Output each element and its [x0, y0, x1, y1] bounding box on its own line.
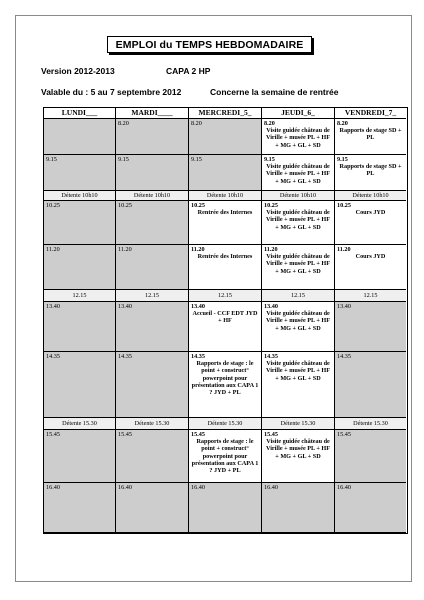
- slot-time: 14.35: [46, 353, 60, 360]
- pause-cell: Détente 10h10: [116, 191, 189, 201]
- pause-cell: Détente 10h10: [189, 191, 262, 201]
- slot-row: [44, 119, 407, 155]
- course-cell: [335, 119, 406, 155]
- course-text: Cours JYD: [355, 253, 386, 260]
- course-text: Visite guidée château de Virille + musée PL + HF + MG + GL + SD: [265, 438, 331, 460]
- slot-row: [44, 302, 407, 352]
- pause-cell: Détente 10h10: [335, 191, 406, 201]
- course-cell: [189, 201, 262, 245]
- empty-slot-cell: [116, 430, 189, 483]
- slot-time: 16.40: [118, 484, 132, 491]
- slot-row: [44, 483, 407, 533]
- validity-label: Valable du : 5 au 7 septembre 2012: [41, 87, 182, 97]
- course-cell: [262, 201, 335, 245]
- pause-cell: Détente 10h10: [44, 191, 116, 201]
- empty-slot-cell: [335, 430, 406, 483]
- course-text: Rentrée des Internes: [197, 253, 253, 260]
- slot-time: 14.35: [191, 353, 205, 360]
- course-text: Visite guidée château de Virille + musée PL + HF + MG + GL + SD: [265, 127, 331, 149]
- course-text: Rapports de stage : le point + construct° powerpoint pour présentation aux CAPA 1 ? JYD + PL: [191, 438, 259, 475]
- course-text: Accueil - CCF EDT JYD + HF: [192, 310, 258, 325]
- empty-slot-cell: [262, 483, 335, 533]
- day-header: JEUDI_6_: [262, 108, 335, 119]
- empty-slot-cell: [44, 352, 116, 418]
- concerns-label: Concerne la semaine de rentrée: [210, 87, 339, 97]
- slot-time: 9.15: [46, 156, 57, 163]
- pause-cell: Détente 10h10: [262, 191, 335, 201]
- course-text: Visite guidée château de Virille + musée PL + HF + MG + GL + SD: [265, 253, 331, 275]
- pause-cell: Détente 15.30: [116, 418, 189, 430]
- slot-time: 8.20: [264, 120, 275, 127]
- slot-time: 10.25: [264, 202, 278, 209]
- slot-time: 9.15: [337, 156, 348, 163]
- day-header-row: [44, 108, 407, 119]
- empty-slot-cell: [335, 302, 406, 352]
- empty-slot-cell: [116, 483, 189, 533]
- course-cell: [335, 155, 406, 191]
- slot-time: 9.15: [191, 156, 202, 163]
- slot-time: 10.25: [337, 202, 351, 209]
- day-header: MARDI____: [116, 108, 189, 119]
- pause-row: [44, 418, 407, 430]
- slot-time: 13.40: [191, 303, 205, 310]
- course-cell: [262, 119, 335, 155]
- slot-time: 8.20: [337, 120, 348, 127]
- pause-cell: Détente 15.30: [44, 418, 116, 430]
- version-label: Version 2012-2013: [41, 66, 115, 76]
- pause-row: [44, 290, 407, 302]
- class-label: CAPA 2 HP: [166, 66, 211, 76]
- slot-row: [44, 201, 407, 245]
- empty-slot-cell: [116, 245, 189, 290]
- slot-time: 13.40: [46, 303, 60, 310]
- course-text: Rapports de stage SD + PL: [339, 127, 402, 142]
- slot-time: 15.45: [337, 431, 351, 438]
- slot-time: 9.15: [264, 156, 275, 163]
- slot-time: 11.20: [264, 246, 278, 253]
- slot-time: 15.45: [118, 431, 132, 438]
- slot-time: 14.35: [337, 353, 351, 360]
- pause-cell: 12.15: [189, 290, 262, 302]
- empty-slot-cell: [44, 155, 116, 191]
- pause-cell: 12.15: [262, 290, 335, 302]
- course-text: Visite guidée château de Virille + musée PL + HF + MG + GL + SD: [265, 360, 331, 382]
- pause-row: [44, 191, 407, 201]
- course-cell: [262, 245, 335, 290]
- slot-time: 10.25: [191, 202, 205, 209]
- day-header: VENDREDI_7_: [335, 108, 406, 119]
- slot-time: 11.20: [46, 246, 60, 253]
- slot-time: 13.40: [264, 303, 278, 310]
- course-cell: [262, 302, 335, 352]
- course-cell: [189, 430, 262, 483]
- slot-time: 11.20: [118, 246, 132, 253]
- course-text: Visite guidée château de Virille + musée PL + HF + MG + GL + SD: [265, 209, 331, 231]
- empty-slot-cell: [116, 119, 189, 155]
- slot-time: 13.40: [337, 303, 351, 310]
- slot-time: 15.45: [46, 431, 60, 438]
- pause-cell: 12.15: [44, 290, 116, 302]
- slot-row: [44, 245, 407, 290]
- empty-slot-cell: [116, 352, 189, 418]
- course-text: Rapports de stage : le point + construct° powerpoint pour présentation aux CAPA 1 ? JYD + PL: [191, 360, 259, 397]
- course-cell: [262, 155, 335, 191]
- empty-slot-cell: [116, 302, 189, 352]
- slot-time: 11.20: [337, 246, 351, 253]
- course-text: Cours JYD: [355, 209, 386, 216]
- course-cell: [262, 430, 335, 483]
- timetable-grid: [43, 107, 408, 534]
- slot-row: [44, 352, 407, 418]
- course-cell: [189, 245, 262, 290]
- empty-slot-cell: [44, 201, 116, 245]
- pause-cell: Détente 15.30: [335, 418, 406, 430]
- slot-time: 8.20: [191, 120, 202, 127]
- course-cell: [335, 245, 406, 290]
- slot-time: 16.40: [191, 484, 205, 491]
- slot-row: [44, 430, 407, 483]
- course-text: Visite guidée château de Virille + musée PL + HF + MG + GL + SD: [265, 310, 331, 332]
- pause-cell: Détente 15.30: [262, 418, 335, 430]
- course-cell: [189, 302, 262, 352]
- pause-cell: Détente 15.30: [189, 418, 262, 430]
- empty-slot-cell: [335, 352, 406, 418]
- empty-slot-cell: [189, 119, 262, 155]
- slot-time: 10.25: [118, 202, 132, 209]
- day-header: LUNDI___: [44, 108, 116, 119]
- empty-slot-cell: [116, 155, 189, 191]
- slot-time: 8.20: [118, 120, 129, 127]
- pause-cell: 12.15: [116, 290, 189, 302]
- slot-time: 11.20: [191, 246, 205, 253]
- empty-slot-cell: [189, 483, 262, 533]
- empty-slot-cell: [189, 155, 262, 191]
- course-text: Visite guidée château de Virille + musée PL + HF + MG + GL + SD: [265, 163, 331, 185]
- slot-time: 9.15: [118, 156, 129, 163]
- empty-slot-cell: [44, 483, 116, 533]
- empty-slot-cell: [116, 201, 189, 245]
- slot-row: [44, 155, 407, 191]
- course-cell: [189, 352, 262, 418]
- pause-cell: 12.15: [335, 290, 406, 302]
- slot-time: 14.35: [118, 353, 132, 360]
- empty-slot-cell: [44, 430, 116, 483]
- course-text: Rentrée des Internes: [197, 209, 253, 216]
- slot-time: 10.25: [46, 202, 60, 209]
- slot-time: 15.45: [191, 431, 205, 438]
- empty-slot-cell: [44, 119, 116, 155]
- empty-slot-cell: [335, 483, 406, 533]
- slot-time: 13.40: [118, 303, 132, 310]
- empty-slot-cell: [44, 245, 116, 290]
- course-cell: [262, 352, 335, 418]
- slot-time: 16.40: [46, 484, 60, 491]
- course-text: Rapports de stage SD + PL: [339, 163, 402, 178]
- course-cell: [335, 201, 406, 245]
- empty-slot-cell: [44, 302, 116, 352]
- slot-time: 14.35: [264, 353, 278, 360]
- slot-time: 15.45: [264, 431, 278, 438]
- page-title: EMPLOI du TEMPS HEBDOMADAIRE: [107, 36, 312, 53]
- slot-time: 16.40: [264, 484, 278, 491]
- day-header: MERCREDI_5_: [189, 108, 262, 119]
- slot-time: 16.40: [337, 484, 351, 491]
